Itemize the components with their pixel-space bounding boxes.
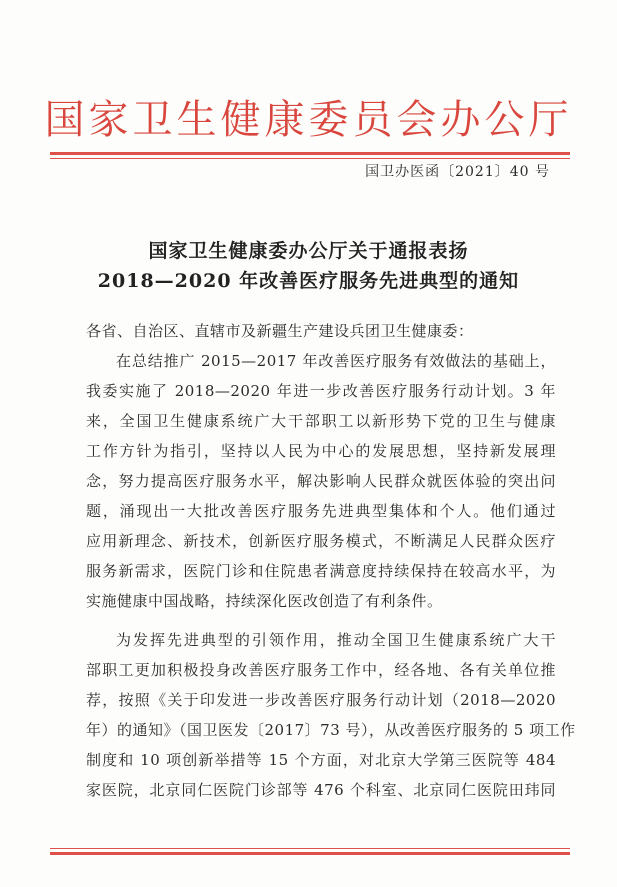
document-title-line-2: 2018—2020 年改善医疗服务先进典型的通知 [97,270,520,292]
paragraph-line: 题，涌现出一大批改善医疗服务先进典型集体和个人。他们通过 [86,502,556,520]
paragraph-1 [86,346,556,616]
paragraph-line: 部职工更加积极投身改善医疗服务工作中，经各地、各有关单位推 [86,661,556,679]
footer-red-rule-thick [50,852,570,855]
paragraph-line: 在总结推广 2015—2017 年改善医疗服务有效做法的基础上， [116,352,556,370]
paragraph-line: 年）的通知》（国卫医发〔2017〕73 号），从改善医疗服务的 5 项工作 [86,721,576,739]
paragraph-line: 荐，按照《关于印发进一步改善医疗服务行动计划（2018—2020 [86,691,556,709]
header-red-rule-thick [50,152,570,155]
footer-red-rule-thin [50,848,570,849]
paragraph-line: 服务新需求，医院门诊和住院患者满意度持续保持在较高水平，为 [86,562,556,580]
document-number: 国卫办医函〔2021〕40 号 [365,164,550,180]
paragraph-line: 制度和 10 项创新举措等 15 个方面，对北京大学第三医院等 484 [86,751,556,769]
paragraph-line: 家医院，北京同仁医院门诊部等 476 个科室、北京同仁医院田玮同 [86,781,556,799]
paragraph-2 [86,625,576,805]
header-red-rule-thin [50,158,570,159]
document-title-line-1: 国家卫生健康委办公厅关于通报表扬 [148,240,469,262]
document-title [0,236,617,296]
issuing-authority-header: 国家卫生健康委员会办公厅 [44,97,573,143]
salutation: 各省、自治区、直辖市及新疆生产建设兵团卫生健康委： [86,322,474,340]
paragraph-line: 我委实施了 2018—2020 年进一步改善医疗服务行动计划。3 年 [86,382,556,400]
paragraph-line: 为发挥先进典型的引领作用，推动全国卫生健康系统广大干 [116,631,556,649]
paragraph-line: 实施健康中国战略，持续深化医改创造了有利条件。 [86,592,443,610]
paragraph-line: 来，全国卫生健康系统广大干部职工以新形势下党的卫生与健康 [86,412,556,430]
paragraph-line: 念，努力提高医疗服务水平，解决影响人民群众就医体验的突出问 [86,472,556,490]
paragraph-line: 工作方针为指引，坚持以人民为中心的发展思想，坚持新发展理 [86,442,556,460]
paragraph-line: 应用新理念、新技术，创新医疗服务模式，不断满足人民群众医疗 [86,532,556,550]
